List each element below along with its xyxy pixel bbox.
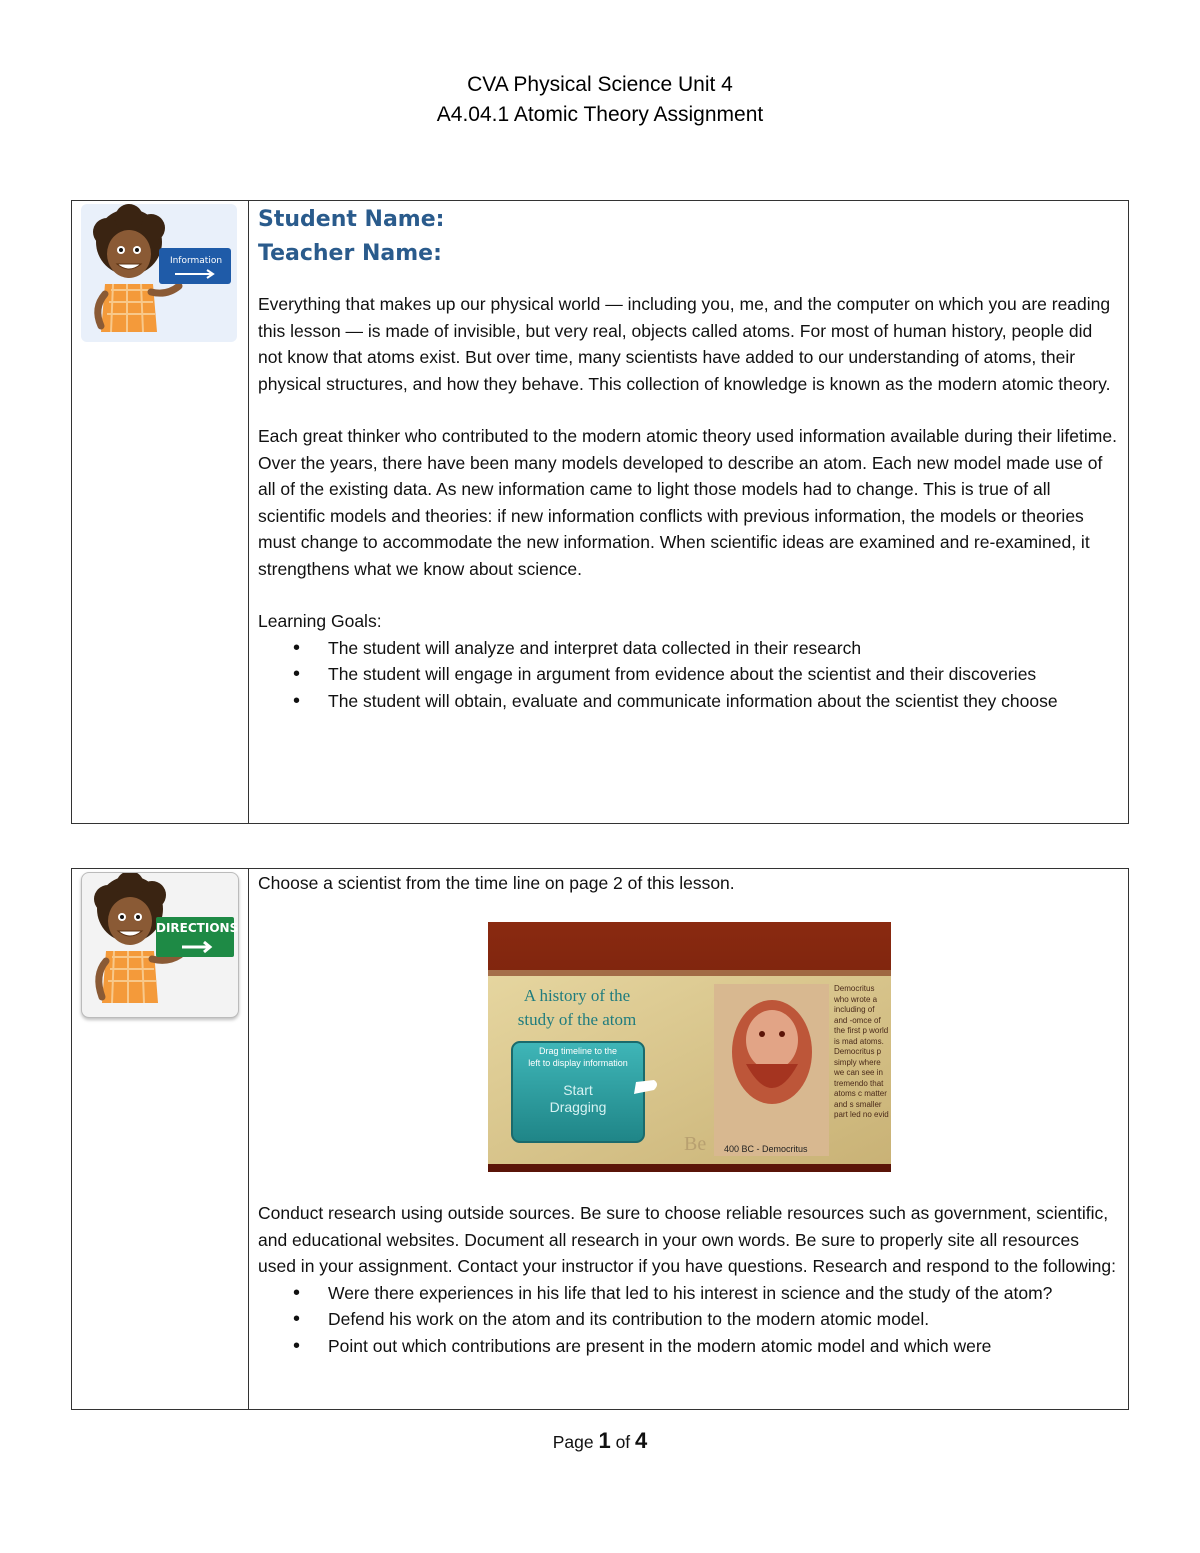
list-item: • Were there experiences in his life that led to his interest in science and the study of the atom? xyxy=(328,1280,1120,1307)
page-number: Page 1 of 4 xyxy=(552,1428,648,1453)
drag-hint: Drag timeline to the left to display information xyxy=(528,1046,628,1068)
timeline-side-text: Democritus who wrote a including of and -omce of the first p world is mad atoms. Democritus p simply where we can see in tremendo that atoms c matter and s smaller part led no evid xyxy=(834,984,889,1119)
svg-text:Be: Be xyxy=(684,1133,707,1155)
cartoon-person-icon xyxy=(82,873,238,1017)
research-questions-list xyxy=(258,1280,1120,1360)
research-content xyxy=(258,1200,1120,1359)
teacher-name-label: Teacher Name: xyxy=(258,241,442,266)
atomic-theory-paragraph: Each great thinker who contributed to the modern atomic theory used information available during their lifetime. Over the years, there have been many models developed to describe an atom. Each new model made use of all of the existing data. As new information came to light those models had to change. This is true of all scientific models and theories: if new information conflicts with previous information, the models or theories must change to accommodate the new information. When scientific ideas are examined and re-examined, it strengthens what we know about science. xyxy=(258,426,1117,579)
timeline-title: A history of the study of the atom xyxy=(517,986,637,1029)
information-content xyxy=(258,203,1120,714)
start-dragging-button[interactable]: Start Dragging xyxy=(549,1082,607,1115)
header-course-title: CVA Physical Science Unit 4 xyxy=(467,73,733,96)
list-item: • The student will engage in argument from evidence about the scientist and their discoveries xyxy=(328,661,1120,688)
timeline-caption: 400 BC - Democritus xyxy=(724,1144,808,1154)
atom-history-timeline-image xyxy=(488,922,891,1172)
information-section xyxy=(71,200,1129,824)
list-item: • The student will analyze and interpret data collected in their research xyxy=(328,635,1120,662)
directions-sign-label: DIRECTIONS xyxy=(156,921,239,935)
list-item: • The student will obtain, evaluate and communicate information about the scientist they choose xyxy=(328,688,1120,715)
information-avatar xyxy=(81,204,237,342)
choose-scientist-instruction: Choose a scientist from the time line on page 2 of this lesson. xyxy=(258,873,735,893)
directions-section xyxy=(71,868,1129,1410)
cartoon-person-icon xyxy=(81,204,237,342)
learning-goals-list xyxy=(258,635,1120,715)
learning-goals-label: Learning Goals: xyxy=(258,611,382,631)
research-instructions: Conduct research using outside sources. Be sure to choose reliable resources such as government, scientific, and educational websites. Document all research in your own words. Be sure to properly site all resources used in your assignment. Contact your instructor if you have questions. Research and respond to the following: xyxy=(258,1203,1116,1276)
intro-paragraph: Everything that makes up our physical world — including you, me, and the computer on which you are reading this lesson — is made of invisible, but very real, objects called atoms. For most of human history, people did not know that atoms exist. But over time, many scientists have added to our understanding of atoms, their physical structures, and how they behave. This collection of knowledge is known as the modern atomic theory. xyxy=(258,294,1111,394)
header-assignment-title: A4.04.1 Atomic Theory Assignment xyxy=(436,103,764,126)
document-header xyxy=(0,70,1200,130)
student-name-label: Student Name: xyxy=(258,207,445,232)
list-item: • Defend his work on the atom and its contribution to the modern atomic model. xyxy=(328,1306,1120,1333)
list-item: • Point out which contributions are present in the modern atomic model and which were xyxy=(328,1333,1120,1360)
directions-content xyxy=(258,870,1120,897)
directions-avatar xyxy=(81,872,239,1018)
information-sign-label: Information xyxy=(169,256,223,266)
